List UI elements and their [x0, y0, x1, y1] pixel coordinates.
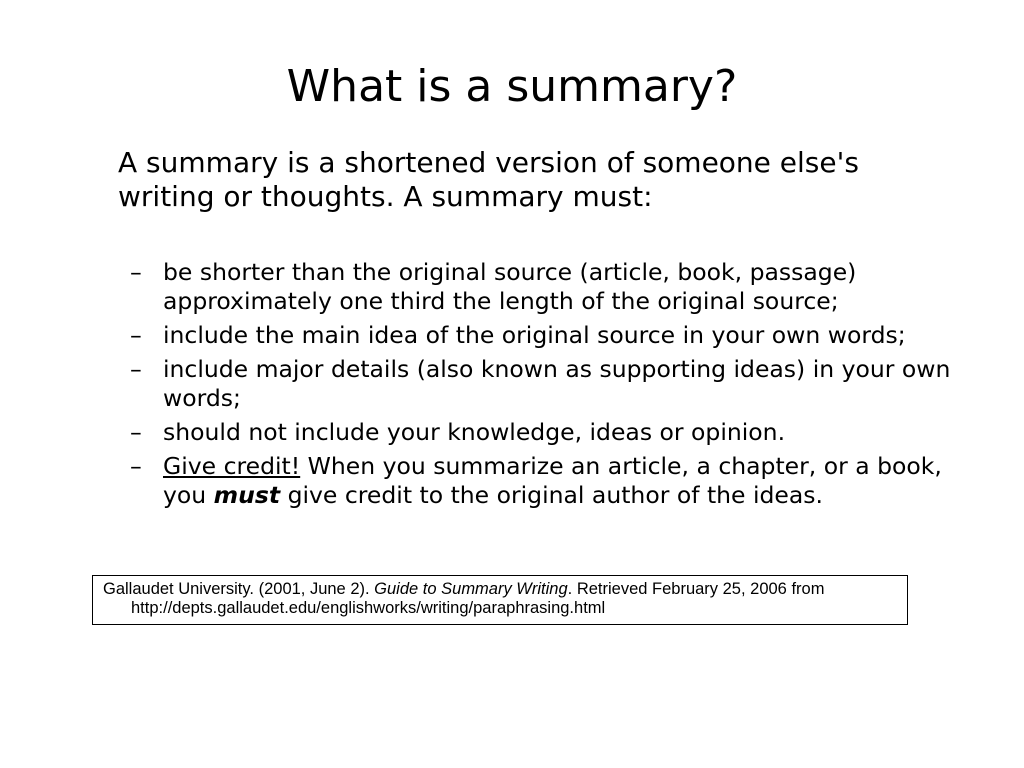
dash-bullet-icon: – [130, 355, 142, 383]
dash-bullet-icon: – [130, 321, 142, 349]
citation-title: Guide to Summary Writing [374, 580, 568, 598]
must-emphasis: must [213, 481, 281, 509]
citation-author-date: Gallaudet University. (2001, June 2). [103, 580, 375, 598]
list-item [130, 355, 970, 413]
list-item-text: include major details (also known as supporting ideas) in your own words; [163, 355, 951, 412]
list-item [130, 321, 970, 350]
list-item [130, 418, 970, 447]
list-item [130, 258, 970, 316]
list-item-text: When you summarize an article, a chapter, or a book, you [163, 452, 942, 509]
requirements-list [130, 258, 970, 515]
dash-bullet-icon: – [130, 258, 142, 286]
dash-bullet-icon: – [130, 452, 142, 480]
citation-text [103, 580, 897, 618]
citation-retrieval: . Retrieved February 25, 2006 from http://depts.gallaudet.edu/englishworks/writing/paraphrasing.html [131, 580, 825, 617]
list-item-text: should not include your knowledge, ideas or opinion. [163, 418, 786, 446]
list-item-text: be shorter than the original source (article, book, passage) approximately one third the length of the original source; [163, 258, 857, 315]
dash-bullet-icon: – [130, 418, 142, 446]
citation-box [92, 575, 908, 625]
give-credit-label: Give credit! [163, 452, 301, 480]
list-item [130, 452, 970, 510]
intro-paragraph: A summary is a shortened version of someone else's writing or thoughts. A summary must: [118, 146, 859, 213]
slide-title: What is a summary? [286, 61, 738, 112]
list-item-text: give credit to the original author of the ideas. [280, 481, 824, 509]
list-item-text: include the main idea of the original source in your own words; [163, 321, 906, 349]
